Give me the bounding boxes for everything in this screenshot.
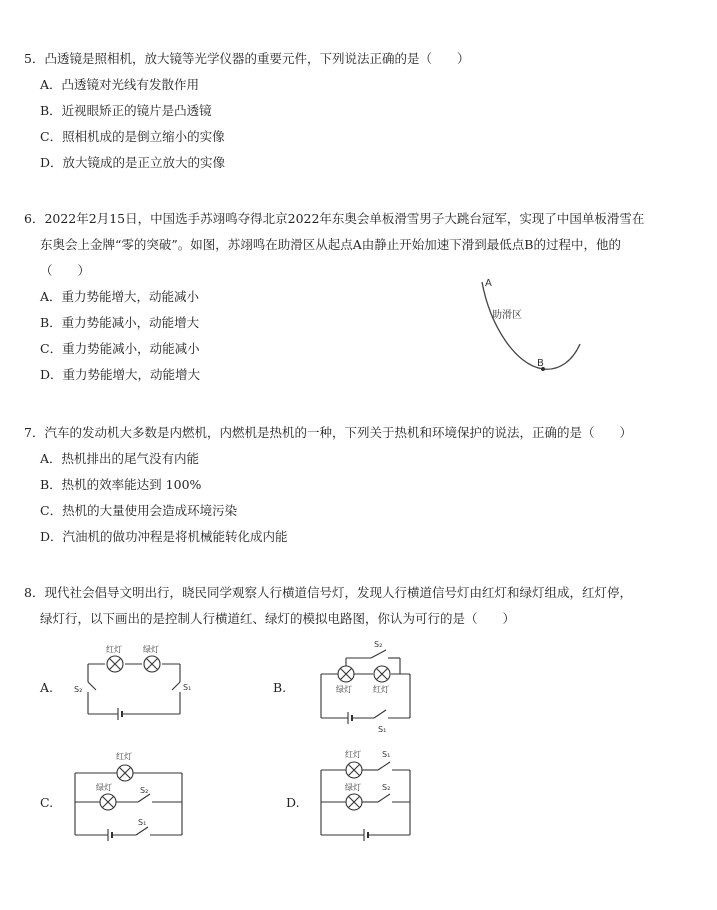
switch-s2-label: S₂ [74,685,83,694]
slope-zone-label: 助滑区 [492,310,522,321]
red-lamp-icon [107,656,123,672]
question-7-option-d[interactable]: D．汽油机的做功冲程是将机械能转化成内能 [40,529,288,544]
circuit-a [70,642,190,722]
circuit-a-option-label[interactable]: A. [40,680,54,695]
green-lamp-icon [338,666,354,682]
red-lamp-icon [374,666,390,682]
switch-s1-label: S₁ [138,818,147,827]
question-8-stem-line-2: 绿灯行，以下画出的是控制人行横道红、绿灯的模拟电路图，你认为可行的是（ ） [40,611,516,626]
circuit-c [70,745,190,850]
question-6-option-c[interactable]: C．重力势能减小，动能减小 [40,341,200,356]
question-8 [24,580,687,632]
question-7-stem: 7．汽车的发动机大多数是内燃机，内燃机是热机的一种，下列关于热机和环境保护的说法，正确的是（ ） [24,425,632,440]
question-7-option-b[interactable]: B．热机的效率能达到 100% [40,477,202,492]
circuit-b-option-label[interactable]: B. [273,680,287,695]
red-lamp-label: 红灯 [106,645,122,654]
switch-s2-label: S₂ [140,786,149,795]
green-lamp-label: 绿灯 [336,685,352,694]
question-6-option-d[interactable]: D．重力势能增大，动能增大 [40,367,201,382]
question-6-stem-line-2: 东奥会上金牌“零的突破”。如图，苏翊鸣在助滑区从起点A由静止开始加速下滑到最低点B的过程中，他的 [40,237,621,252]
ski-slope-figure [470,270,600,380]
green-lamp-label: 绿灯 [96,783,112,792]
question-5-option-d[interactable]: D．放大镜成的是正立放大的实像 [40,155,226,170]
green-lamp-icon [346,794,362,810]
question-7 [24,420,687,550]
switch-s2-label: S₂ [382,783,391,792]
switch-s1-label: S₁ [378,725,387,734]
green-lamp-label: 绿灯 [143,645,159,654]
question-7-option-a[interactable]: A．热机排出的尾气没有内能 [40,451,200,466]
circuit-d-option-label[interactable]: D. [286,795,300,810]
switch-s1-label: S₁ [183,683,192,692]
question-6-stem-line-1: 6．2022年2月15日，中国选手苏翊鸣夺得北京2022年东奥会单板滑雪男子大跳台冠军，实现了中国单板滑雪在 [24,211,645,226]
question-5-option-c[interactable]: C．照相机成的是倒立缩小的实像 [40,129,225,144]
point-a-label: A [485,278,492,289]
question-5-option-a[interactable]: A．凸透镜对光线有发散作用 [40,77,200,92]
red-lamp-icon [346,762,362,778]
red-lamp-label: 红灯 [345,750,361,759]
circuit-c-option-label[interactable]: C. [40,795,54,810]
switch-s2-label: S₂ [374,640,383,649]
green-lamp-label: 绿灯 [345,783,361,792]
point-b-label: B [537,358,544,369]
red-lamp-label: 红灯 [116,752,132,761]
question-5-option-b[interactable]: B．近视眼矫正的镜片是凸透镜 [40,103,212,118]
question-7-option-c[interactable]: C．热机的大量使用会造成环境污染 [40,503,238,518]
question-8-stem-line-1: 8．现代社会倡导文明出行，晓民同学观察人行横道信号灯，发现人行横道信号灯由红灯和绿灯组成，红灯停， [24,585,632,600]
question-6-option-b[interactable]: B．重力势能减小，动能增大 [40,315,200,330]
red-lamp-label: 红灯 [373,685,389,694]
question-6-option-a[interactable]: A．重力势能增大，动能减小 [40,289,200,304]
question-5 [24,46,687,176]
switch-s1-label: S₁ [382,750,391,759]
question-6-stem-line-3: （ ） [40,263,91,278]
circuit-b [316,638,416,738]
question-5-stem: 5．凸透镜是照相机，放大镜等光学仪器的重要元件，下列说法正确的是（ ） [24,51,470,66]
slope-curve [482,282,580,369]
circuit-d [316,745,416,850]
red-lamp-icon [117,765,133,781]
green-lamp-icon [100,794,116,810]
green-lamp-icon [144,656,160,672]
